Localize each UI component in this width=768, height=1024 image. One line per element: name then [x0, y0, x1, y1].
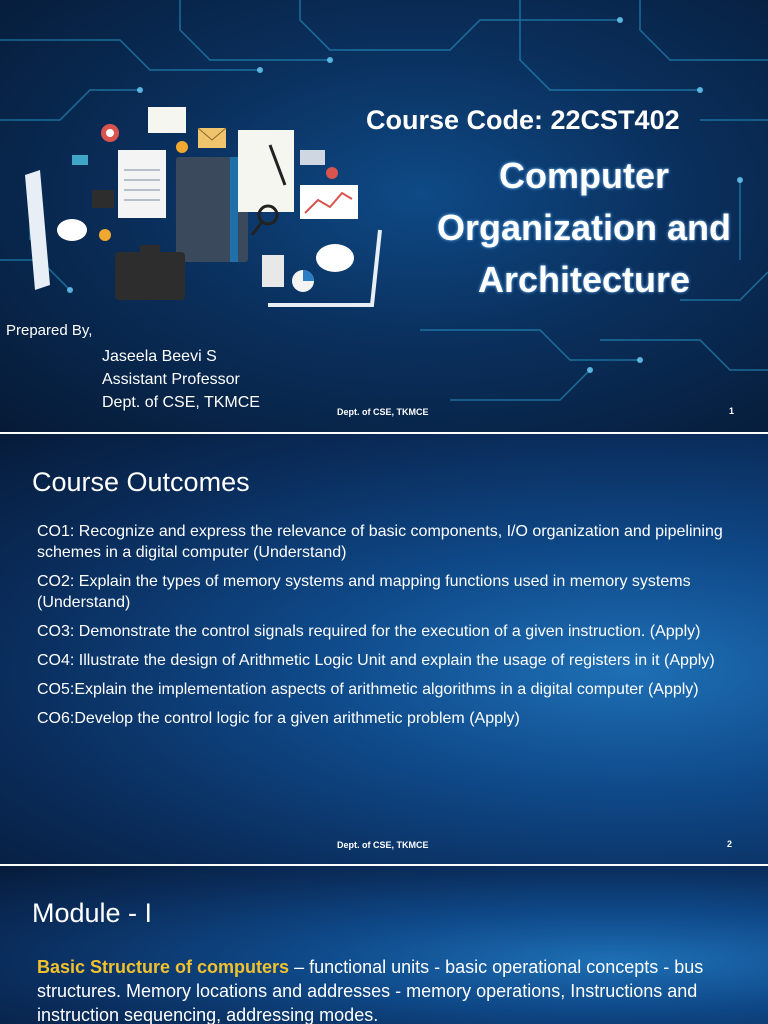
module-description	[37, 955, 742, 1024]
module-topic-body: – functional units - basic operational concepts - bus structures. Memory locations and addresses - memory operations, Instructions and instruction sequencing, addressing modes.	[37, 957, 704, 1024]
outcome-item: CO4: Illustrate the design of Arithmetic Logic Unit and explain the usage of registers in it (Apply)	[37, 652, 715, 669]
module-slide	[0, 866, 768, 1024]
outcome-item: CO5:Explain the implementation aspects of arithmetic algorithms in a digital computer (Apply)	[37, 681, 699, 698]
course-outcomes-slide	[0, 434, 768, 864]
title-slide	[0, 0, 768, 432]
outcome-item: CO6:Develop the control logic for a given arithmetic problem (Apply)	[37, 710, 520, 727]
module-topic-highlight: Basic Structure of computers	[37, 957, 290, 977]
slide-footer: Dept. of CSE, TKMCE	[337, 407, 429, 417]
author-role: Assistant Professor	[102, 371, 240, 388]
author-dept: Dept. of CSE, TKMCE	[102, 394, 260, 411]
slide-footer: Dept. of CSE, TKMCE	[337, 840, 429, 850]
outcome-item: CO1: Recognize and express the relevance of basic components, I/O organization and pipelining schemes in a digital computer (Understand)	[37, 523, 723, 561]
slide-heading: Course Outcomes	[32, 467, 250, 497]
slide-number: 1	[729, 406, 735, 416]
outcome-item: CO3: Demonstrate the control signals required for the execution of a given instruction. (Apply)	[37, 623, 701, 640]
author-block	[102, 345, 260, 414]
slide-heading: Module - I	[32, 898, 153, 928]
prepared-by-label: Prepared By,	[6, 322, 93, 339]
author-name: Jaseela Beevi S	[102, 348, 217, 365]
office-illustration	[0, 95, 390, 325]
outcome-list	[37, 521, 749, 737]
course-code: Course Code: 22CST402	[366, 105, 680, 135]
course-title: Computer Organization and Architecture	[436, 155, 731, 300]
outcome-item: CO2: Explain the types of memory systems and mapping functions used in memory systems (Understand)	[37, 573, 691, 611]
slide-number: 2	[727, 839, 733, 849]
